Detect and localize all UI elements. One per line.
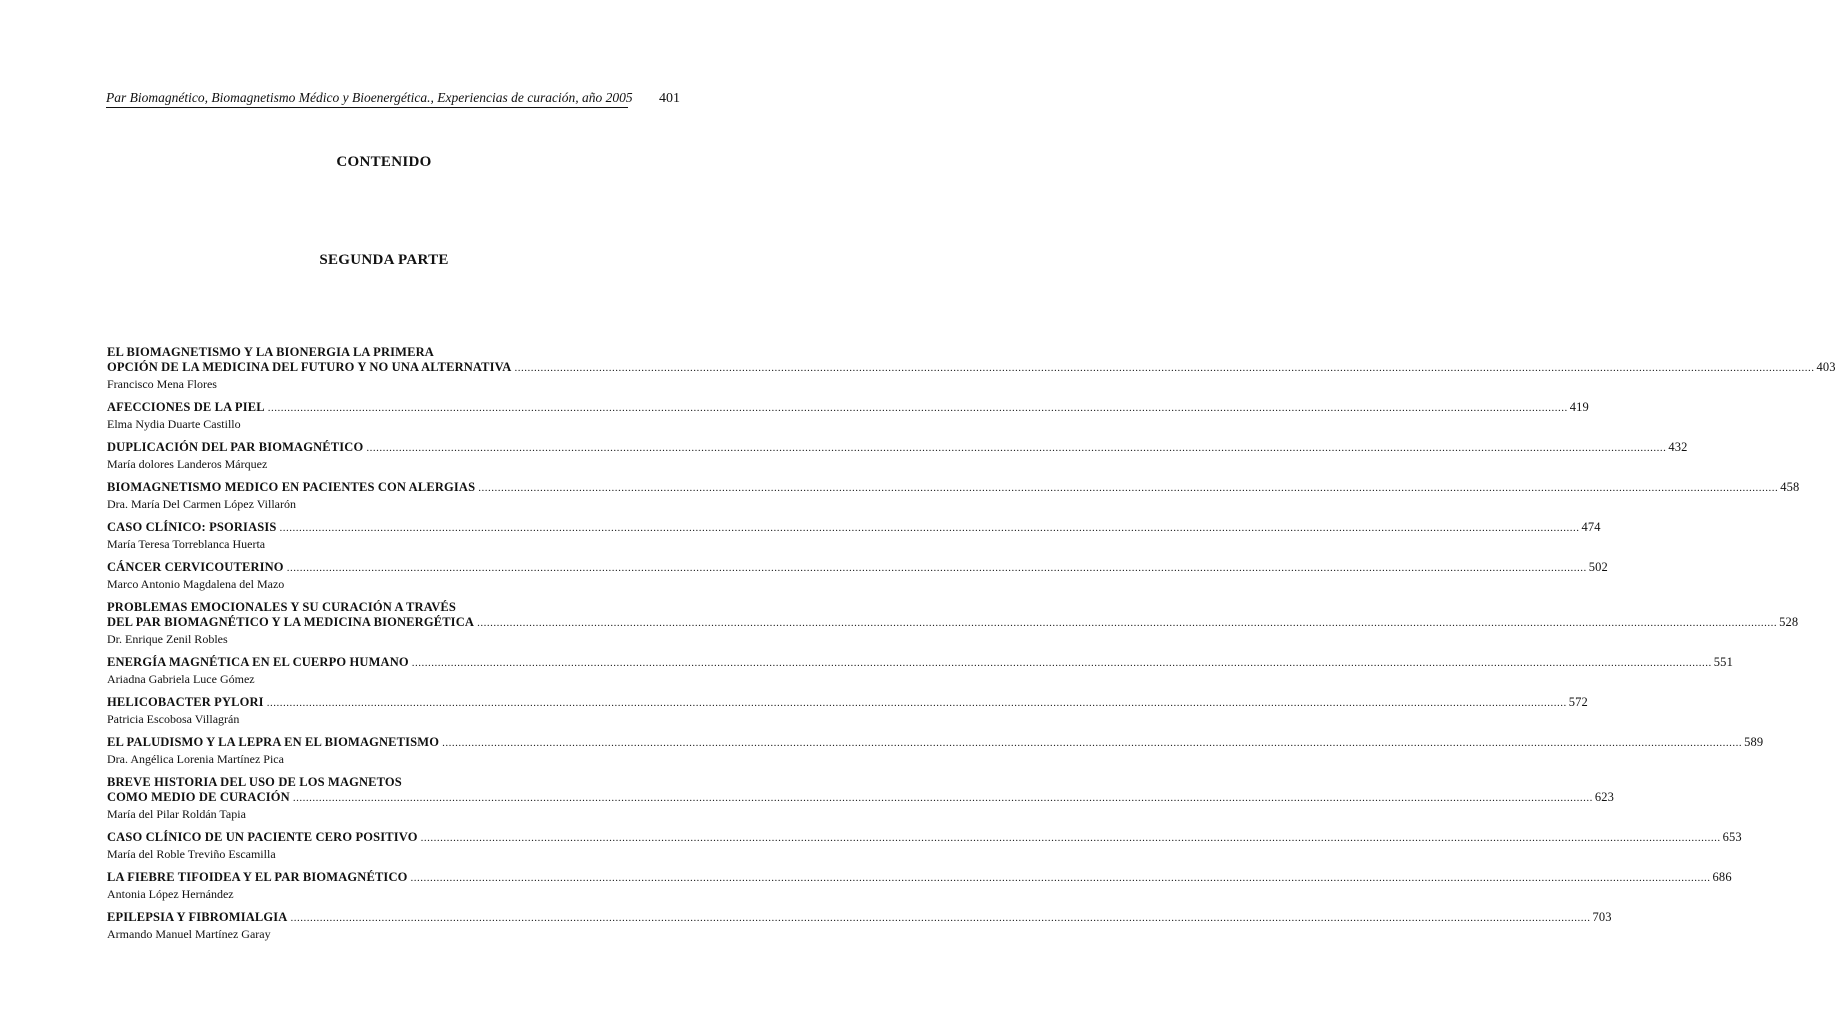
toc-entry-title: CASO CLÍNICO: PSORIASIS — [107, 520, 277, 534]
toc-entry-title-line — [107, 345, 679, 360]
toc-entry-title-line — [107, 775, 679, 790]
toc-entry-title: LA FIEBRE TIFOIDEA Y EL PAR BIOMAGNÉTICO — [107, 870, 408, 884]
dot-leader: ................................................................................................................................................................................................................................................................................................................................................................................................................ — [477, 617, 1778, 629]
toc-entry — [107, 440, 1688, 472]
dot-leader: ................................................................................................................................................................................................................................................................................................................................................................................................................ — [266, 697, 1567, 709]
toc-entry — [107, 695, 1588, 727]
dot-leader: ................................................................................................................................................................................................................................................................................................................................................................................................................ — [290, 912, 1591, 924]
page-number: 401 — [659, 91, 680, 106]
toc-entry — [107, 655, 1733, 687]
toc-entry-title: PROBLEMAS EMOCIONALES Y SU CURACIÓN A TRAVÉS — [107, 600, 457, 614]
toc-entry-author: María Teresa Torreblanca Huerta — [107, 537, 266, 551]
toc-entry-author: Patricia Escobosa Villagrán — [107, 712, 240, 726]
toc-entry — [107, 345, 1836, 392]
toc-entry-page: 458 — [1780, 480, 1800, 494]
toc-entry-author: María dolores Landeros Márquez — [107, 457, 268, 471]
toc-entry-page: 432 — [1668, 440, 1688, 454]
toc-entry-title: OPCIÓN DE LA MEDICINA DEL FUTURO Y NO UNA ALTERNATIVA — [107, 360, 512, 374]
toc-entry — [107, 870, 1732, 902]
contents-heading: CONTENIDO — [336, 154, 432, 170]
toc-entry-title: HELICOBACTER PYLORI — [107, 695, 264, 709]
toc-entry-title: CÁNCER CERVICOUTERINO — [107, 560, 284, 574]
toc-entry-title-line — [107, 360, 1836, 376]
toc-entry-title: ENERGÍA MAGNÉTICA EN EL CUERPO HUMANO — [107, 655, 409, 669]
toc-entry-author: Francisco Mena Flores — [107, 377, 217, 391]
toc-entry-title-line — [107, 830, 1742, 846]
toc-entry-title: COMO MEDIO DE CURACIÓN — [107, 790, 290, 804]
dot-leader: ................................................................................................................................................................................................................................................................................................................................................................................................................ — [410, 872, 1711, 884]
dot-leader: ................................................................................................................................................................................................................................................................................................................................................................................................................ — [442, 737, 1743, 749]
toc-entry-title-line — [107, 400, 1589, 416]
toc-entry-author: Dr. Enrique Zenil Robles — [107, 632, 228, 646]
toc-entry-title-line — [107, 480, 1800, 496]
toc-entry-title: CASO CLÍNICO DE UN PACIENTE CERO POSITIVO — [107, 830, 418, 844]
toc-entry-page: 703 — [1592, 910, 1612, 924]
toc-entry-author: María del Roble Treviño Escamilla — [107, 847, 276, 861]
toc-entry-author: Armando Manuel Martínez Garay — [107, 927, 271, 941]
toc-entry — [107, 560, 1608, 592]
toc-entry — [107, 520, 1601, 552]
dot-leader: ................................................................................................................................................................................................................................................................................................................................................................................................................ — [267, 402, 1568, 414]
toc-entry-title-line — [107, 735, 1764, 751]
dot-leader: ................................................................................................................................................................................................................................................................................................................................................................................................................ — [366, 442, 1667, 454]
toc-entry-page: 403 — [1816, 360, 1836, 374]
toc-entry-page: 572 — [1568, 695, 1588, 709]
toc-entry-title: BREVE HISTORIA DEL USO DE LOS MAGNETOS — [107, 775, 402, 789]
toc-entry-author: Marco Antonio Magdalena del Mazo — [107, 577, 285, 591]
toc-entry-title-line — [107, 695, 1588, 711]
dot-leader: ................................................................................................................................................................................................................................................................................................................................................................................................................ — [514, 362, 1815, 374]
toc-entry-page: 474 — [1581, 520, 1601, 534]
toc-entry-title-line — [107, 790, 1615, 806]
toc-entry-title-line — [107, 655, 1733, 671]
toc-entry-author: Dra. Angélica Lorenia Martínez Pica — [107, 752, 284, 766]
running-title: Par Biomagnético, Biomagnetismo Médico y Bioenergética., Experiencias de curación, año 2005 — [106, 90, 633, 105]
header-rule — [106, 107, 628, 108]
toc-entry-page: 502 — [1588, 560, 1608, 574]
toc-entry-title-line — [107, 615, 1799, 631]
toc-entry-title: DUPLICACIÓN DEL PAR BIOMAGNÉTICO — [107, 440, 364, 454]
table-of-contents — [107, 345, 1836, 950]
running-header — [106, 88, 680, 110]
dot-leader: ................................................................................................................................................................................................................................................................................................................................................................................................................ — [279, 522, 1580, 534]
toc-entry-page: 589 — [1744, 735, 1764, 749]
dot-leader: ................................................................................................................................................................................................................................................................................................................................................................................................................ — [420, 832, 1721, 844]
toc-entry-title: EPILEPSIA Y FIBROMIALGIA — [107, 910, 288, 924]
part-heading: SEGUNDA PARTE — [319, 252, 449, 268]
toc-entry-title-line — [107, 870, 1732, 886]
toc-entry-title: EL PALUDISMO Y LA LEPRA EN EL BIOMAGNETISMO — [107, 735, 440, 749]
toc-entry-title: AFECCIONES DE LA PIEL — [107, 400, 265, 414]
toc-entry-title: EL BIOMAGNETISMO Y LA BIONERGIA LA PRIMERA — [107, 345, 434, 359]
dot-leader: ................................................................................................................................................................................................................................................................................................................................................................................................................ — [286, 562, 1587, 574]
toc-entry-page: 528 — [1779, 615, 1799, 629]
toc-entry-page: 419 — [1569, 400, 1589, 414]
dot-leader: ................................................................................................................................................................................................................................................................................................................................................................................................................ — [411, 657, 1712, 669]
toc-entry — [107, 775, 1615, 822]
toc-entry — [107, 400, 1589, 432]
toc-entry-author: Ariadna Gabriela Luce Gómez — [107, 672, 255, 686]
toc-entry-author: Antonia López Hernández — [107, 887, 234, 901]
toc-entry-author: Elma Nydia Duarte Castillo — [107, 417, 241, 431]
toc-entry-title-line — [107, 560, 1608, 576]
toc-entry — [107, 910, 1612, 942]
toc-entry-title-line — [107, 520, 1601, 536]
toc-entry-title-line — [107, 600, 679, 615]
toc-entry-title-line — [107, 440, 1688, 456]
toc-entry-title: BIOMAGNETISMO MEDICO EN PACIENTES CON ALERGIAS — [107, 480, 476, 494]
toc-entry — [107, 480, 1800, 512]
dot-leader: ................................................................................................................................................................................................................................................................................................................................................................................................................ — [292, 792, 1593, 804]
toc-entry-author: María del Pilar Roldán Tapia — [107, 807, 246, 821]
toc-entry-page: 551 — [1713, 655, 1733, 669]
toc-entry-author: Dra. María Del Carmen López Villarón — [107, 497, 296, 511]
toc-entry — [107, 735, 1764, 767]
dot-leader: ................................................................................................................................................................................................................................................................................................................................................................................................................ — [478, 482, 1779, 494]
toc-entry-page: 623 — [1594, 790, 1615, 804]
toc-entry-page: 686 — [1712, 870, 1732, 884]
toc-entry-page: 653 — [1722, 830, 1742, 844]
toc-entry-title-line — [107, 910, 1612, 926]
toc-entry-title: DEL PAR BIOMAGNÉTICO Y LA MEDICINA BIONERGÉTICA — [107, 615, 475, 629]
toc-entry — [107, 830, 1742, 862]
toc-entry — [107, 600, 1799, 647]
